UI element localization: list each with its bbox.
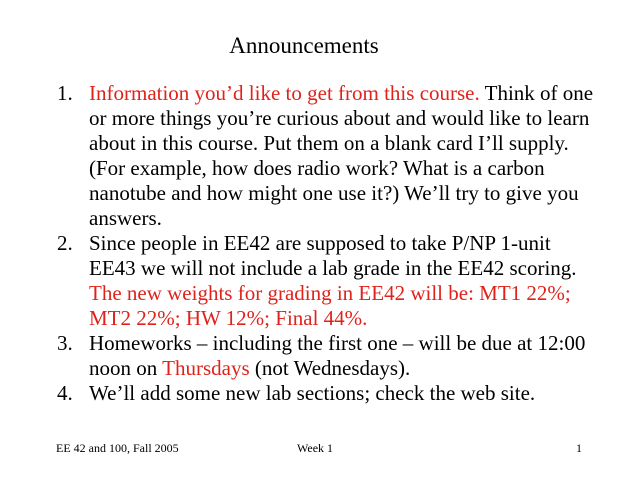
list-item-4 xyxy=(57,381,597,406)
list-item-2 xyxy=(57,231,597,331)
footer-page-number: 1 xyxy=(576,441,582,455)
list-item-1 xyxy=(57,81,597,231)
item-highlight-text: Information you’d like to get from this course. xyxy=(89,81,480,105)
footer-course: EE 42 and 100, Fall 2005 xyxy=(56,441,179,455)
item-text: Think of one or more things you’re curious about and would like to learn about in this course. Put them on a blank card I’ll supply. (For example, how does radio work? What is a carbon nanotube and how might one use it?) We’ll try to give you answers. xyxy=(89,81,594,230)
item-text: Since people in EE42 are supposed to take P/NP 1-unit EE43 we will not include a lab grade in the EE42 scoring. xyxy=(89,231,577,280)
item-number: 2. xyxy=(57,231,73,255)
item-number: 4. xyxy=(57,381,73,405)
item-highlight-text: The new weights for grading in EE42 will be: MT1 22%; MT2 22%; HW 12%; Final 44%. xyxy=(89,281,571,330)
announcement-list xyxy=(57,81,597,406)
item-text-after: (not Wednesdays). xyxy=(249,356,411,380)
item-text-before: Homeworks – including the first one – will be due at 12:00 noon on xyxy=(89,331,586,380)
list-item-3 xyxy=(57,331,597,381)
item-highlight-text: Thursdays xyxy=(162,356,250,380)
item-text: We’ll add some new lab sections; check the web site. xyxy=(89,381,536,405)
footer-week: Week 1 xyxy=(297,441,334,455)
item-number: 3. xyxy=(57,331,73,355)
slide-title: Announcements xyxy=(229,33,379,58)
item-number: 1. xyxy=(57,81,73,105)
